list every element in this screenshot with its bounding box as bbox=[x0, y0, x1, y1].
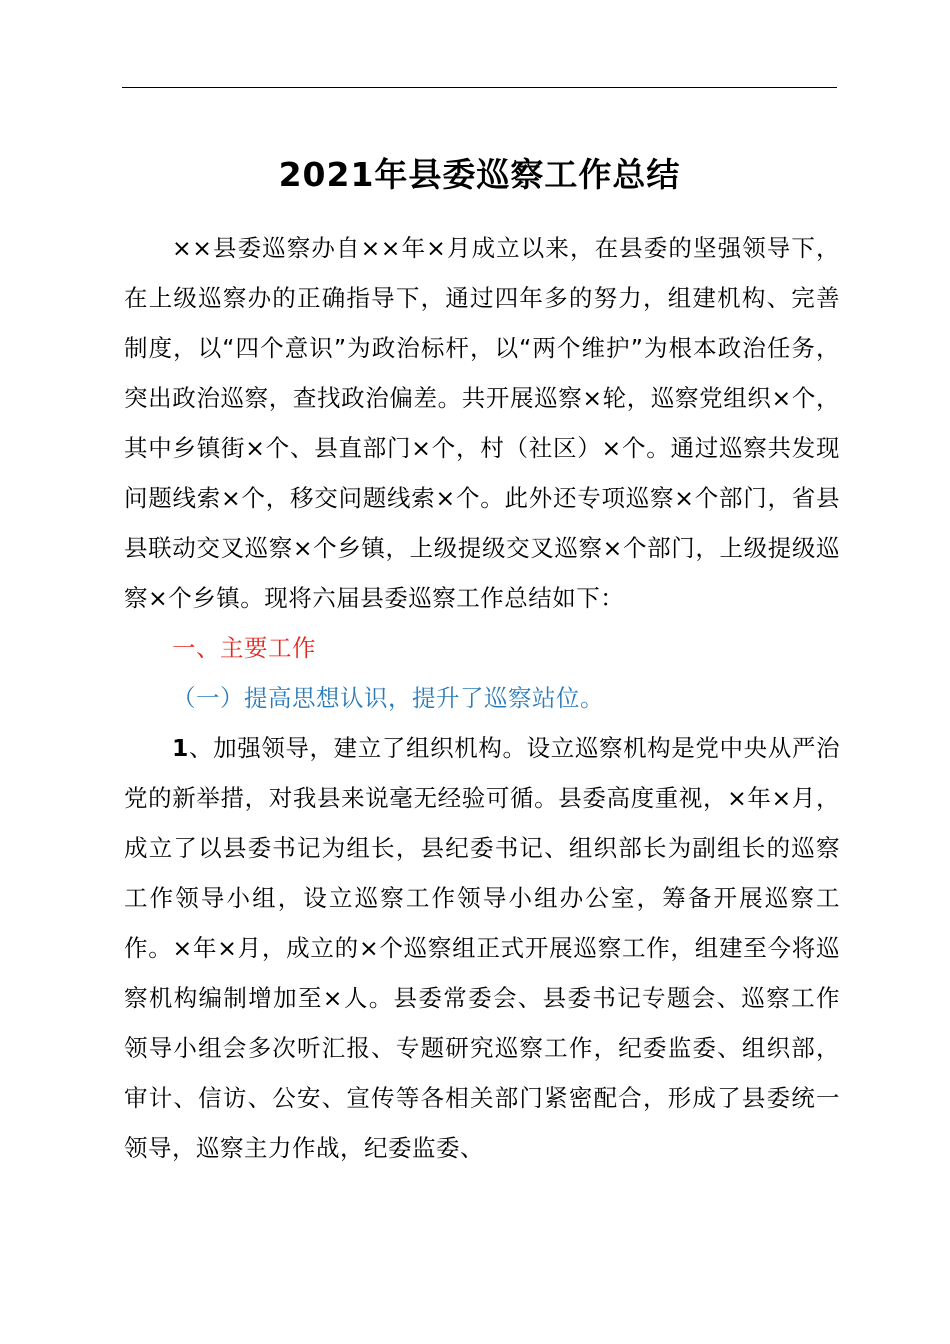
item-number: 1 bbox=[172, 734, 189, 762]
document-title: 2021年县委巡察工作总结 bbox=[278, 155, 681, 194]
item-text: 、加强领导，建立了组织机构。设立巡察机构是党中央从严治党的新举措，对我县来说毫无经验可循。县委高度重视，×年×月，成立了以县委书记为组长，县纪委书记、组织部长为副组长的巡察工作领导小组，设立巡察工作领导小组办公室，筹备开展巡察工作。×年×月，成立的×个巡察组正式开展巡察工作，组建至今将巡察机构编制增加至×人。县委常委会、县委书记专题会、巡察工作领导小组会多次听汇报、专题研究巡察工作，纪委监委、组织部，审计、信访、公安、宣传等各相关部门紧密配合，形成了县委统一领导，巡察主力作战，纪委监委、 bbox=[124, 734, 840, 1162]
document-body bbox=[124, 223, 840, 1173]
header-rule bbox=[122, 87, 837, 88]
subsection-heading: （一）提高思想认识，提升了巡察站位。 bbox=[172, 684, 604, 712]
item-paragraph bbox=[124, 723, 840, 1173]
section-heading: 一、主要工作 bbox=[172, 634, 316, 662]
intro-paragraph: ××县委巡察办自××年×月成立以来，在县委的坚强领导下，在上级巡察办的正确指导下，通过四年多的努力，组建机构、完善制度，以“四个意识”为政治标杆，以“两个维护”为根本政治任务，突出政治巡察，查找政治偏差。共开展巡察×轮，巡察党组织×个，其中乡镇街×个、县直部门×个，村（社区）×个。通过巡察共发现问题线索×个，移交问题线索×个。此外还专项巡察×个部门，省县县联动交叉巡察×个乡镇，上级提级交叉巡察×个部门，上级提级巡察×个乡镇。现将六届县委巡察工作总结如下： bbox=[124, 234, 840, 612]
